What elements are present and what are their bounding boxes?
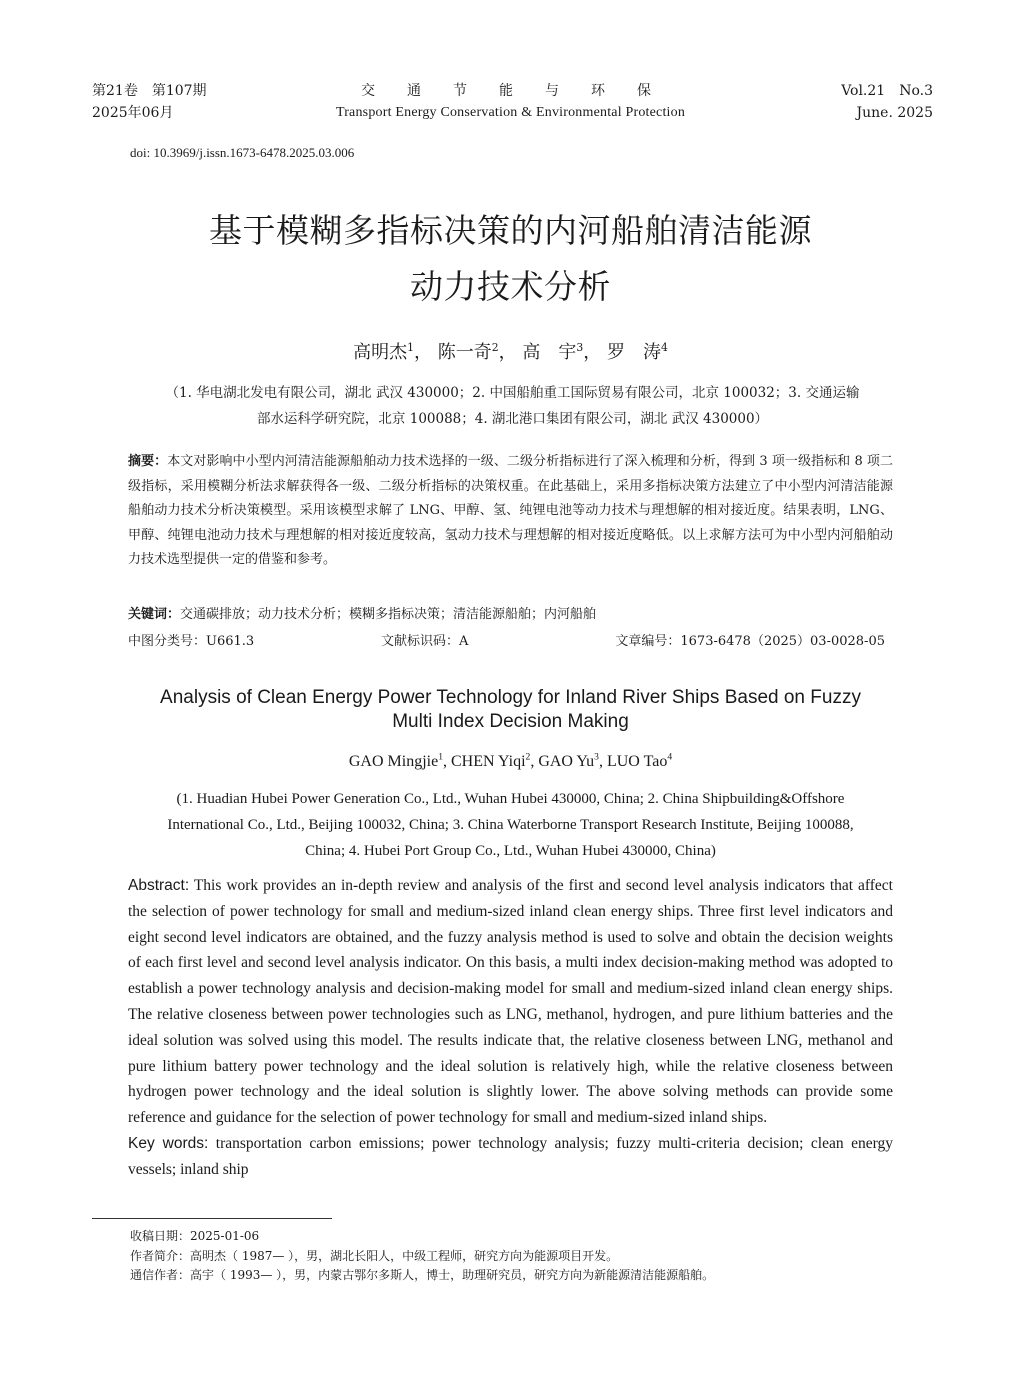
keywords-cn (128, 603, 893, 627)
author-en: LUO Tao (606, 753, 668, 770)
footnotes (130, 1227, 714, 1286)
author-sup: 1 (407, 341, 415, 354)
date-en: June. 2025 (856, 105, 933, 121)
author-en: GAO Yu (538, 753, 595, 770)
title-en-line-1: Analysis of Clean Energy Power Technology for Inland River Ships Based on Fuzzy (160, 687, 861, 708)
author-cn: 陈一奇 (437, 342, 492, 363)
author-sup: 3 (594, 751, 599, 763)
abstract-en (128, 873, 893, 1183)
authors-en: GAO Mingjie$^1$, CHEN Yiqi$^2$, GAO Yu$^3$, LUO Tao$^4$ (348, 751, 673, 770)
abstract-en-paragraph (128, 873, 893, 1131)
title-cn-line-1: 基于模糊多指标决策的内河船舶清洁能源 (209, 211, 812, 250)
affiliation-cn-line: （1. 华电湖北发电有限公司，湖北 武汉 430000；2. 中国船舶重工国际贸易有限公司，北京 100032；3. 交通运输 (165, 385, 860, 401)
document-code: 文献标识码：A (381, 634, 469, 649)
abstract-cn (128, 450, 893, 573)
author-cn: 高明杰 (353, 342, 408, 363)
author-sup: 4 (667, 751, 673, 763)
clc-number: 中图分类号：U661.3 (128, 634, 255, 649)
author-en: CHEN Yiqi (450, 753, 526, 770)
author-sup: 1 (438, 751, 443, 763)
doi: doi: 10.3969/j.issn.1673-6478.2025.03.006 (130, 145, 355, 160)
keywords-en-label: Key words: (128, 1134, 209, 1152)
affiliation-en-line: China; 4. Hubei Port Group Co., Ltd., Wuhan Hubei 430000, China) (305, 843, 716, 859)
date-cn: 2025年06月 (92, 105, 174, 121)
abstract-en-text: This work provides an in-depth review and analysis of the first and second level analysis indicators that affect the selection of power technology for small and medium-sized inland clean energy ships. Three first level indicators and eight second level indicators are obtained, and the fuzzy analysis method is used to solve and obtain the decision weights of each first level and second level analysis indicator. On this basis, a multi index decision-making method was adopted to establish a power technology analysis and decision-making model for small and medium-sized inland clean energy ships. The relative closeness between power technologies such as LNG, methanol, hydrogen, and pure lithium batteries and the ideal solution was solved using this model. The results indicate that, the relative closeness between LNG, methanol and pure lithium battery power technology and the ideal solution is relatively high, while the relative closeness between hydrogen power technology and the ideal solution is slightly lower. The above solving methods can provide some reference and guidance for the selection of power technology for small and medium-sized inland ships. (128, 877, 893, 1127)
author-sup: 2 (491, 341, 499, 354)
abstract-en-label: Abstract: (128, 877, 190, 894)
abstract-cn-text: 本文对影响中小型内河清洁能源船舶动力技术选择的一级、二级分析指标进行了深入梳理和分析，得到 3 项一级指标和 8 项二级指标，采用模糊分析法求解获得各一级、二级分析指标的决策权重。在此基础上，采用多指标决策方法建立了中小型内河清洁能源船舶动力技术分析决策模型。采用该模型求解了 LNG、甲醇、氢、纯锂电池等动力技术与理想解的相对接近度。结果表明，LNG、甲醇、纯锂电池动力技术与理想解的相对接近度较高，氢动力技术与理想解的相对接近度略低。以上求解方法可为中小型内河船舶动力技术选型提供一定的借鉴和参考。 (128, 454, 893, 567)
title-en-line-2: Multi Index Decision Making (392, 711, 629, 732)
page-title-en (0, 686, 1021, 734)
volume-issue-en: Vol.21 No.3 (841, 83, 933, 99)
author-sup: 2 (525, 751, 531, 763)
article-number: 文章编号：1673-6478（2025）03-0028-05 (615, 634, 885, 649)
journal-name-en: Transport Energy Conservation & Environmental Protection (335, 105, 686, 120)
author-bio: 作者简介：高明杰（ 1987— ），男，湖北长阳人，中级工程师，研究方向为能源项目开发。 (130, 1248, 619, 1263)
page-title-cn (0, 203, 1021, 315)
author-cn: 高 宇 (522, 342, 577, 363)
keywords-cn-text: 交通碳排放；动力技术分析；模糊多指标决策；清洁能源船舶；内河船舶 (180, 607, 597, 622)
received-date: 收稿日期：2025-01-06 (130, 1229, 260, 1243)
authors-cn: 高明杰$^1$， 陈一奇$^2$， 高 宇$^3$， 罗 涛$^4$ (353, 341, 668, 363)
footnote-divider (92, 1218, 332, 1219)
author-cn: 罗 涛 (606, 342, 661, 363)
keywords-en-text: transportation carbon emissions; power technology analysis; fuzzy multi-criteria decision; clean energy vessels; inland ship (128, 1134, 893, 1178)
affiliation-en-line: (1. Huadian Hubei Power Generation Co., Ltd., Wuhan Hubei 430000, China; 2. China Shipbuilding&Offshore (176, 791, 845, 807)
affiliations-en (120, 786, 901, 864)
affiliation-cn-line: 部水运科学研究院，北京 100088；4. 湖北港口集团有限公司，湖北 武汉 430000） (256, 411, 769, 427)
author-sup: 4 (660, 341, 668, 354)
journal-name-cn: 交 通 节 能 与 环 保 (361, 83, 660, 99)
keywords-cn-label: 关键词： (128, 607, 181, 622)
author-en: GAO Mingjie (348, 753, 439, 770)
corresponding-author: 通信作者：高宇（ 1993— ），男，内蒙古鄂尔多斯人，博士，助理研究员，研究方向为新能源清洁能源船舶。 (130, 1268, 715, 1282)
author-sup: 3 (576, 341, 584, 354)
volume-issue-cn: 第21卷 第107期 (92, 83, 207, 99)
affiliation-en-line: International Co., Ltd., Beijing 100032, China; 3. China Waterborne Transport Research Institute, Beijing 100088, (167, 817, 854, 833)
abstract-cn-label: 摘要： (128, 454, 168, 469)
keywords-en (128, 1131, 893, 1183)
title-cn-line-2: 动力技术分析 (410, 267, 611, 306)
header-right (841, 80, 933, 124)
affiliations-cn (130, 380, 895, 432)
